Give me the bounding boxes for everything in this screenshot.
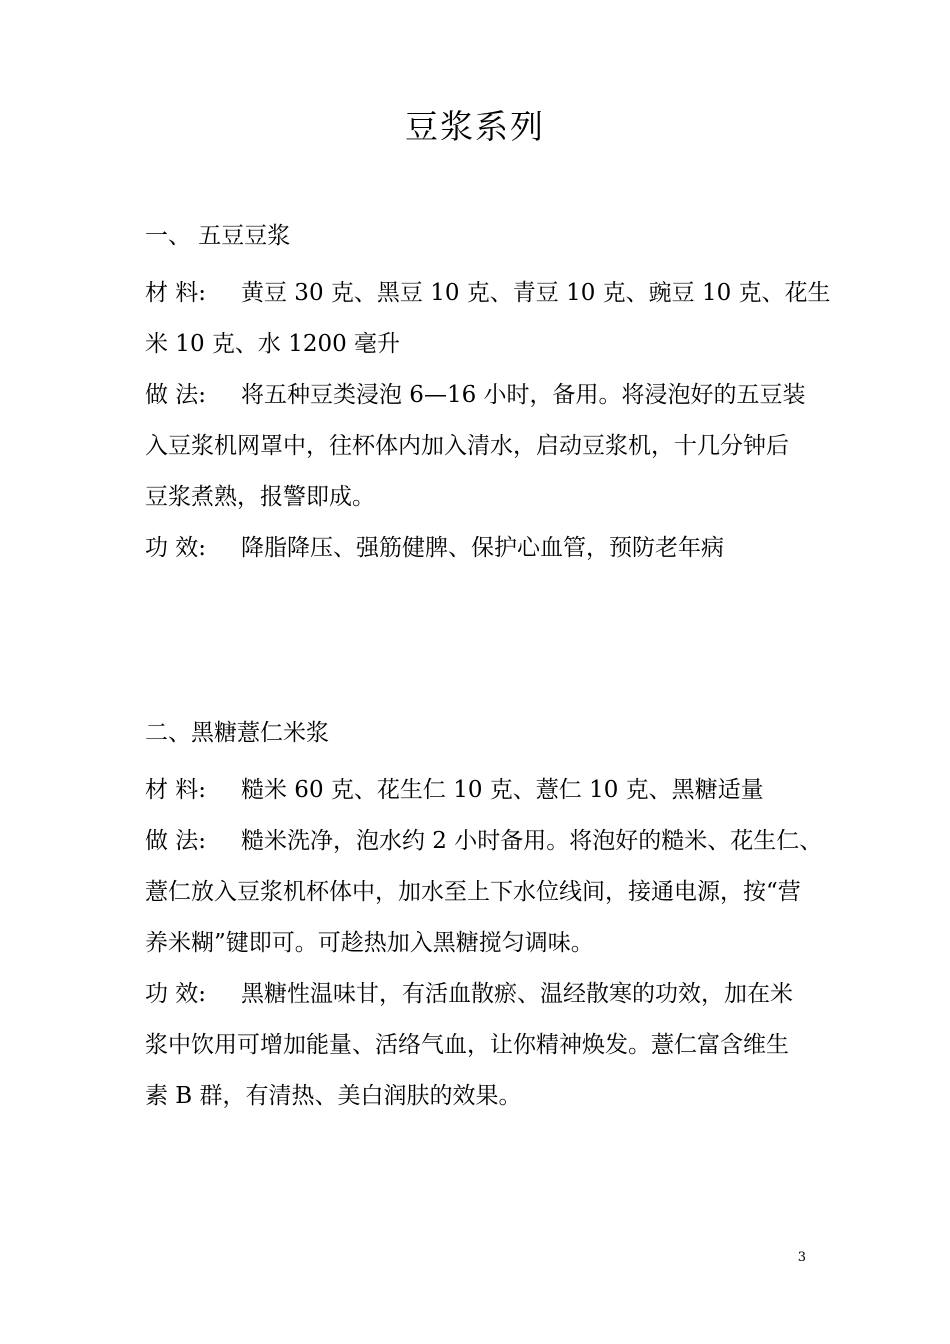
- method-continuation: 入豆浆机网罩中，往杯体内加入清水，启动豆浆机，十几分钟后: [145, 433, 789, 459]
- ingredients-label: 材 料:: [145, 280, 207, 306]
- method-label: 做 法:: [145, 382, 207, 408]
- section-heading: 一、 五豆豆浆: [145, 223, 291, 249]
- recipe-section-brown-sugar-coix-rice-milk: [145, 713, 823, 1122]
- ingredients-line: [145, 765, 810, 816]
- method-continuation: 薏仁放入豆浆机杯体中，加水至上下水位线间，接通电源，按“营: [145, 879, 801, 905]
- effect-label: 功 效:: [145, 535, 207, 561]
- effect-line: [145, 969, 810, 1020]
- method-label: 做 法:: [145, 828, 207, 854]
- effect-text: 黑糖性温味甘，有活血散瘀、温经散寒的功效，加在米: [241, 981, 793, 1007]
- method-line: [145, 816, 823, 867]
- page-number: 3: [797, 1250, 806, 1265]
- section-heading: 二、黑糖薏仁米浆: [145, 720, 329, 746]
- effect-line: [145, 523, 810, 574]
- method-text: 将五种豆类浸泡 6—16 小时，备用。将浸泡好的五豆装: [241, 382, 806, 408]
- ingredients-text: 糙米 60 克、花生仁 10 克、薏仁 10 克、黑糖适量: [241, 777, 764, 803]
- effect-label: 功 效:: [145, 981, 207, 1007]
- effect-continuation: 素 B 群，有清热、美白润肤的效果。: [145, 1083, 522, 1109]
- method-continuation: 豆浆煮熟，报警即成。: [145, 484, 375, 510]
- recipe-section-wudou-soymilk: [145, 216, 831, 574]
- effect-text: 降脂降压、强筋健脾、保护心血管，预防老年病: [241, 535, 724, 561]
- page-title: 豆浆系列: [405, 107, 545, 146]
- method-line: [145, 370, 810, 421]
- ingredients-label: 材 料:: [145, 777, 207, 803]
- effect-continuation: 浆中饮用可增加能量、活络气血，让你精神焕发。薏仁富含维生: [145, 1032, 789, 1058]
- ingredients-continuation: 米 10 克、水 1200 毫升: [145, 331, 401, 357]
- method-text: 糙米洗净，泡水约 2 小时备用。将泡好的糙米、花生仁、: [241, 828, 823, 854]
- ingredients-text: 黄豆 30 克、黑豆 10 克、青豆 10 克、豌豆 10 克、花生: [241, 280, 831, 306]
- method-continuation: 养米糊”键即可。可趁热加入黑糖搅匀调味。: [145, 930, 594, 956]
- ingredients-line: [145, 268, 831, 319]
